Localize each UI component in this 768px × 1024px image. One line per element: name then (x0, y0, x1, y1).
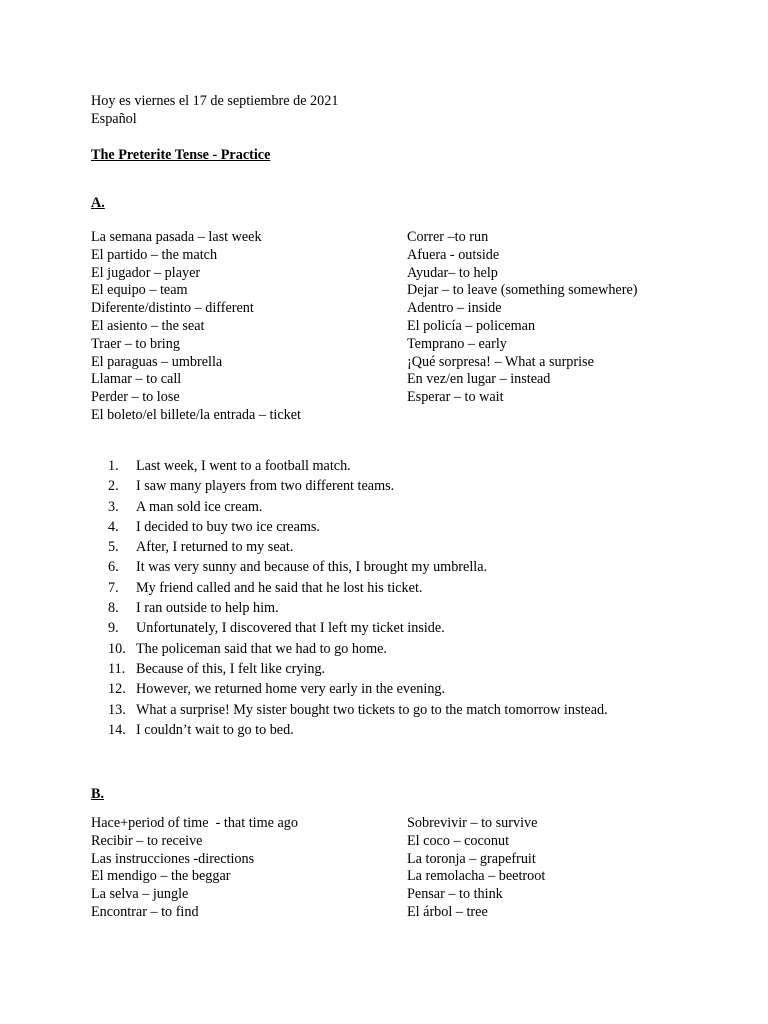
list-item (108, 679, 608, 699)
vocab-item: El coco – coconut (407, 832, 510, 849)
sentence-text: Last week, I went to a football match. (136, 458, 351, 474)
list-item (108, 700, 608, 720)
list-item (108, 598, 608, 618)
vocab-item: La selva – jungle (91, 886, 189, 903)
list-number: 5. (108, 539, 119, 556)
vocab-item: Recibir – to receive (91, 832, 203, 849)
vocab-a-right-column (407, 229, 637, 407)
translation-sentences-list (108, 456, 608, 740)
vocab-item: Dejar – to leave (something somewhere) (407, 282, 638, 299)
sentence-text: I saw many players from two different teams. (136, 478, 395, 495)
list-number: 1. (108, 458, 119, 474)
vocab-item: Las instrucciones -directions (91, 850, 255, 867)
subject-line: Español (91, 110, 137, 127)
sentence-text: It was very sunny and because of this, I brought my umbrella. (136, 559, 488, 576)
vocab-item: Afuera - outside (407, 246, 500, 263)
sentence-text: I ran outside to help him. (136, 600, 279, 617)
vocab-item: Temprano – early (407, 335, 507, 352)
vocab-item: El asiento – the seat (91, 317, 205, 334)
sentence-text: What a surprise! My sister bought two tickets to go to the match tomorrow instead. (136, 701, 608, 718)
date-line: Hoy es viernes el 17 de septiembre de 2021 (91, 93, 339, 109)
list-item (108, 557, 608, 577)
vocab-item: Perder – to lose (91, 389, 180, 406)
list-number: 12. (108, 681, 126, 698)
sentence-text: However, we returned home very early in the evening. (136, 681, 446, 698)
list-item (108, 517, 608, 537)
vocab-item: La toronja – grapefruit (407, 850, 536, 867)
section-a-label: A. (91, 195, 105, 211)
vocab-item: ¡Qué sorpresa! – What a surprise (407, 353, 594, 370)
list-number: 9. (108, 620, 119, 637)
list-item (108, 659, 608, 679)
list-number: 2. (108, 478, 119, 495)
vocab-item: Esperar – to wait (407, 389, 504, 406)
list-number: 6. (108, 559, 119, 576)
vocab-item: Hace+period of time - that time ago (91, 815, 298, 831)
vocab-item: Llamar – to call (91, 371, 182, 388)
document-header (91, 93, 338, 129)
sentence-text: Unfortunately, I discovered that I left my ticket inside. (136, 620, 445, 637)
list-item (108, 618, 608, 638)
vocab-b-left-column (91, 815, 298, 922)
vocab-item: Diferente/distinto – different (91, 300, 254, 317)
sentence-text: The policeman said that we had to go home. (136, 640, 387, 657)
list-item (108, 497, 608, 517)
sentence-text: After, I returned to my seat. (136, 539, 294, 556)
vocab-item: El equipo – team (91, 282, 188, 299)
vocab-item: Encontrar – to find (91, 903, 199, 920)
vocab-item: En vez/en lugar – instead (407, 371, 551, 388)
vocab-item: El boleto/el billete/la entrada – ticket (91, 406, 301, 423)
page-title: The Preterite Tense - Practice (91, 147, 271, 163)
sentence-text: A man sold ice cream. (136, 498, 263, 515)
list-number: 13. (108, 701, 126, 718)
vocab-item: Traer – to bring (91, 335, 180, 352)
sentence-text: My friend called and he said that he lost his ticket. (136, 579, 423, 596)
vocab-item: Pensar – to think (407, 886, 503, 903)
vocab-item: Ayudar– to help (407, 264, 498, 281)
list-number: 3. (108, 498, 119, 515)
sentence-text: I couldn’t wait to go to bed. (136, 721, 294, 738)
list-number: 7. (108, 579, 119, 596)
list-item (108, 537, 608, 557)
vocab-item: El mendigo – the beggar (91, 868, 231, 885)
sentence-text: Because of this, I felt like crying. (136, 660, 326, 677)
list-number: 4. (108, 518, 119, 535)
vocab-b-right-column (407, 815, 545, 922)
section-b-label: B. (91, 786, 105, 802)
list-number: 10. (108, 640, 126, 657)
list-item (108, 456, 608, 476)
vocab-item: El partido – the match (91, 246, 218, 263)
list-item (108, 476, 608, 496)
list-item (108, 720, 608, 740)
list-number: 8. (108, 600, 119, 617)
vocab-item: El árbol – tree (407, 903, 488, 920)
vocab-item: El jugador – player (91, 264, 201, 281)
vocab-item: El paraguas – umbrella (91, 353, 223, 370)
vocab-item: La semana pasada – last week (91, 229, 262, 245)
vocab-a-left-column (91, 229, 301, 425)
list-item (108, 639, 608, 659)
sentence-text: I decided to buy two ice creams. (136, 518, 320, 535)
vocab-item: Correr –to run (407, 229, 489, 245)
list-number: 14. (108, 721, 126, 738)
list-item (108, 578, 608, 598)
vocab-item: La remolacha – beetroot (407, 868, 546, 885)
list-number: 11. (108, 660, 126, 677)
vocab-item: Sobrevivir – to survive (407, 815, 538, 831)
vocab-item: Adentro – inside (407, 300, 502, 317)
vocab-item: El policía – policeman (407, 317, 536, 334)
